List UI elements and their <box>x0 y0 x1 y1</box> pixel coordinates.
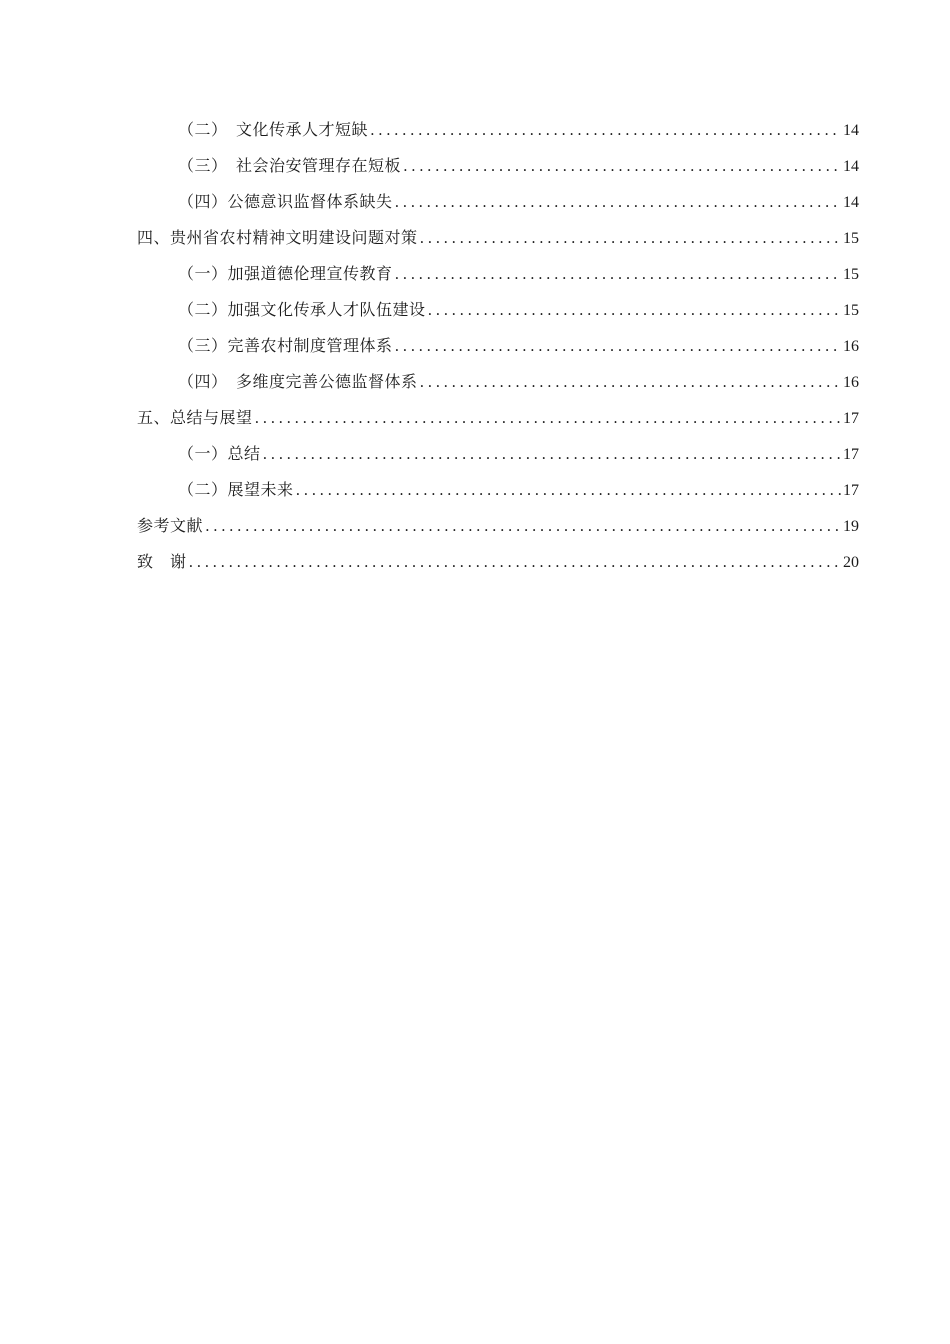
toc-page-number: 20 <box>843 554 859 571</box>
toc-entry-label: （三）完善农村制度管理体系 <box>178 336 393 355</box>
toc-leader-dots <box>395 256 841 292</box>
toc-leader-dots <box>420 220 841 256</box>
toc-entry-outlook[interactable] <box>137 472 859 508</box>
toc-entry-label: （一）加强道德伦理宣传教育 <box>178 264 393 283</box>
toc-entry-talent-shortage[interactable] <box>137 112 859 148</box>
toc-page-number: 14 <box>843 194 859 211</box>
toc-entry-summary[interactable] <box>137 436 859 472</box>
toc-page-number: 15 <box>843 266 859 283</box>
toc-entry-label: （四）公德意识监督体系缺失 <box>178 192 393 211</box>
toc-entry-label: （三） 社会治安管理存在短板 <box>178 156 402 175</box>
toc-leader-dots <box>370 112 841 148</box>
toc-page-number: 14 <box>843 158 859 175</box>
toc-entry-label: （二）加强文化传承人才队伍建设 <box>178 300 426 319</box>
table-of-contents <box>137 112 859 580</box>
toc-page-number: 16 <box>843 338 859 355</box>
toc-entry-chapter-5[interactable] <box>137 400 859 436</box>
toc-entry-ethics-education[interactable] <box>137 256 859 292</box>
toc-leader-dots <box>428 292 841 328</box>
toc-page-number: 15 <box>843 230 859 247</box>
toc-page-number: 19 <box>843 518 859 535</box>
toc-leader-dots <box>296 472 841 508</box>
toc-entry-label: 参考文献 <box>137 516 204 535</box>
toc-entry-label: 致 谢 <box>137 552 187 571</box>
toc-entry-label: 五、总结与展望 <box>137 408 253 427</box>
toc-entry-morality-supervision-missing[interactable] <box>137 184 859 220</box>
toc-entry-references[interactable] <box>137 508 859 544</box>
toc-page-number: 14 <box>843 122 859 139</box>
toc-entry-chapter-4[interactable] <box>137 220 859 256</box>
toc-entry-label: （二）展望未来 <box>178 480 294 499</box>
toc-entry-label: （二） 文化传承人才短缺 <box>178 120 369 139</box>
toc-leader-dots <box>420 364 841 400</box>
toc-page-number: 16 <box>843 374 859 391</box>
toc-page-number: 17 <box>843 410 859 427</box>
toc-leader-dots <box>403 148 841 184</box>
toc-leader-dots <box>263 436 841 472</box>
toc-page-number: 15 <box>843 302 859 319</box>
toc-page-number: 17 <box>843 446 859 463</box>
toc-leader-dots <box>395 184 841 220</box>
toc-leader-dots <box>189 544 841 580</box>
toc-entry-label: （四） 多维度完善公德监督体系 <box>178 372 418 391</box>
toc-entry-label: 四、贵州省农村精神文明建设问题对策 <box>137 228 418 247</box>
toc-entry-acknowledgements[interactable] <box>137 544 859 580</box>
toc-entry-public-security[interactable] <box>137 148 859 184</box>
toc-page-number: 17 <box>843 482 859 499</box>
toc-entry-talent-team-building[interactable] <box>137 292 859 328</box>
toc-entry-management-system[interactable] <box>137 328 859 364</box>
toc-leader-dots <box>395 328 841 364</box>
toc-leader-dots <box>255 400 841 436</box>
toc-leader-dots <box>205 508 841 544</box>
toc-entry-morality-supervision-improve[interactable] <box>137 364 859 400</box>
toc-entry-label: （一）总结 <box>178 444 261 463</box>
